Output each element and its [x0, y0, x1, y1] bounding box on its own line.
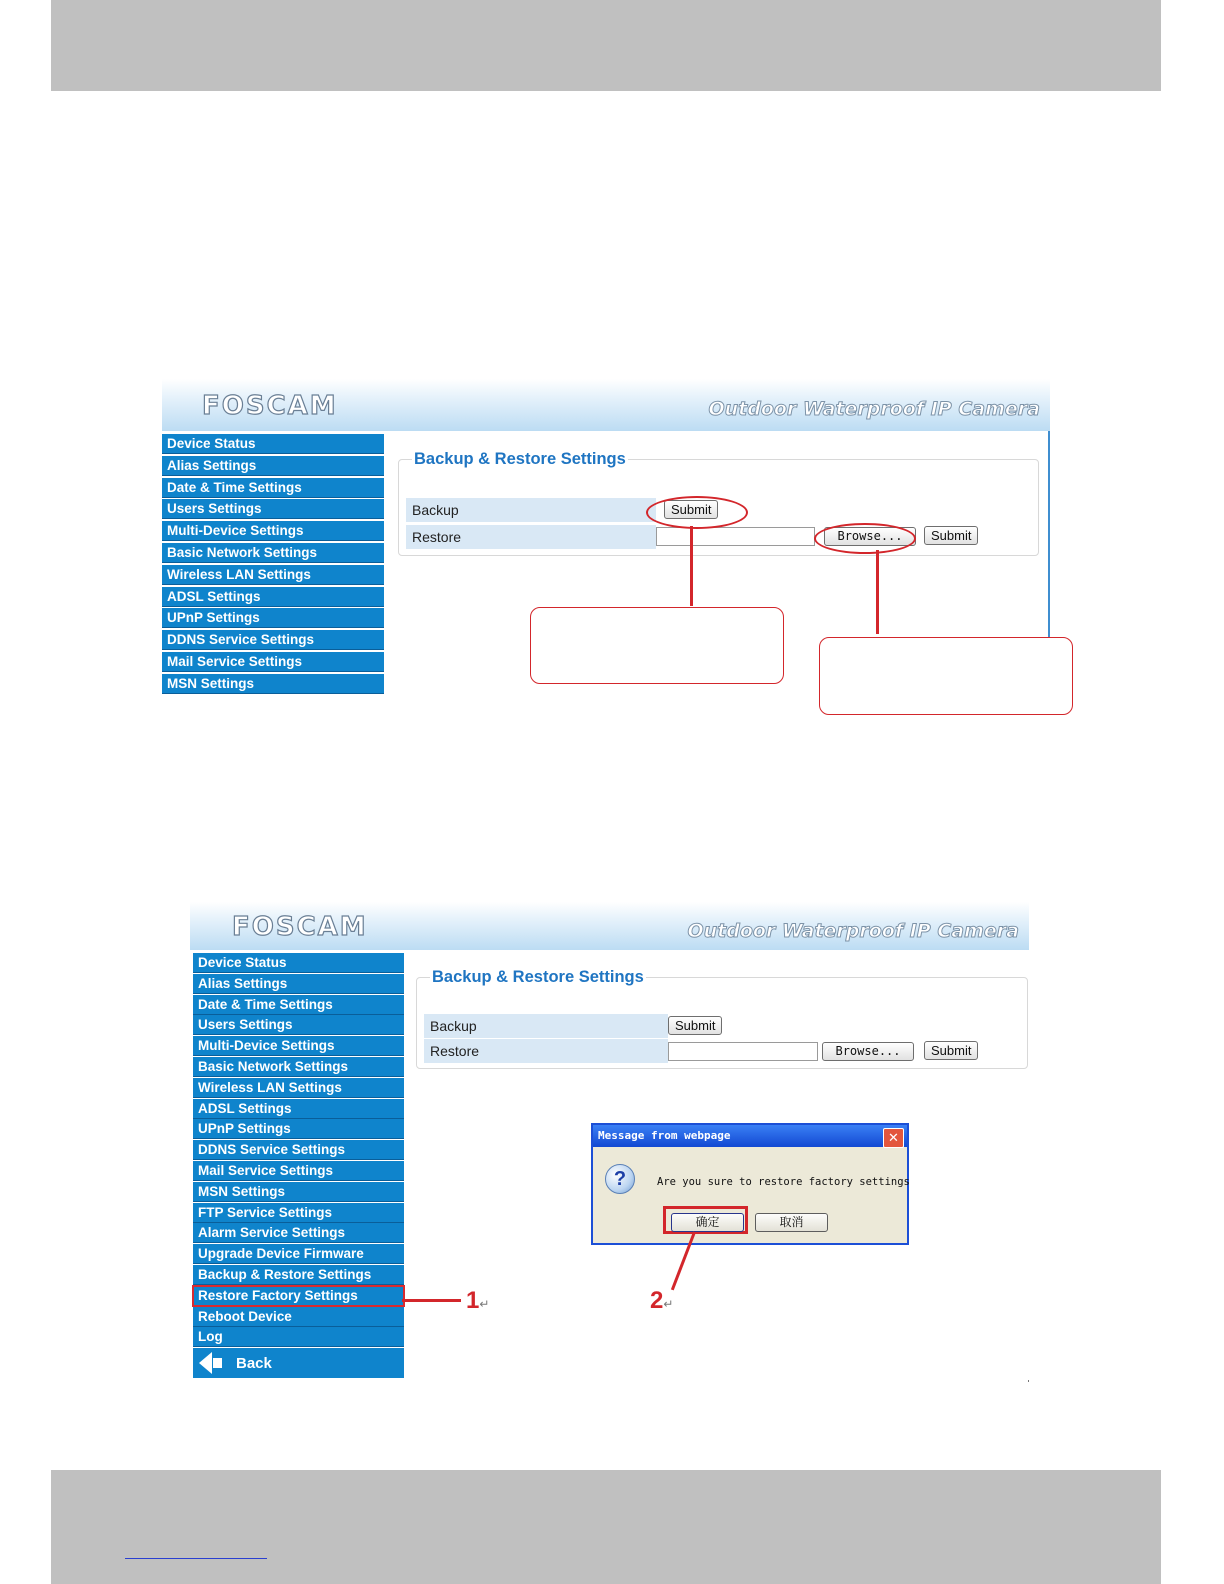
sidebar-menu — [162, 434, 384, 696]
restore-file-input[interactable] — [668, 1042, 818, 1061]
sidebar-item-upnp-settings[interactable]: UPnP Settings — [193, 1119, 404, 1139]
sidebar-item-users-settings[interactable]: Users Settings — [162, 499, 384, 519]
sidebar-item-date-time-settings[interactable]: Date & Time Settings — [193, 995, 404, 1015]
sidebar-item-multi-device-settings[interactable]: Multi-Device Settings — [162, 521, 384, 541]
restore-label: Restore — [424, 1039, 668, 1063]
sidebar-item-wireless-lan-settings[interactable]: Wireless LAN Settings — [193, 1078, 404, 1098]
backup-label: Backup — [406, 498, 656, 522]
sidebar-item-basic-network-settings[interactable]: Basic Network Settings — [162, 543, 384, 563]
restore-submit-button[interactable]: Submit — [924, 1041, 978, 1060]
sidebar-item-ddns-service-settings[interactable]: DDNS Service Settings — [193, 1140, 404, 1160]
page-header-band — [51, 0, 1161, 91]
restore-label: Restore — [406, 525, 656, 549]
banner-tagline: Outdoor Waterproof IP Camera — [708, 398, 1040, 420]
sidebar-item-alias-settings[interactable]: Alias Settings — [162, 456, 384, 476]
sidebar-item-alias-settings[interactable]: Alias Settings — [193, 974, 404, 994]
panel-title: Backup & Restore Settings — [432, 968, 644, 986]
callout-connector-backup — [690, 526, 693, 606]
pointer-line-step1 — [402, 1299, 461, 1302]
callout-connector-browse — [876, 550, 879, 634]
sidebar-item-mail-service-settings[interactable]: Mail Service Settings — [162, 652, 384, 672]
sidebar-item-restore-factory-settings[interactable]: Restore Factory Settings — [193, 1286, 404, 1306]
highlight-ellipse-browse — [814, 523, 916, 554]
browse-button[interactable]: Browse... — [822, 1042, 914, 1061]
restore-file-input[interactable] — [656, 527, 815, 546]
sidebar-item-reboot-device[interactable]: Reboot Device — [193, 1307, 404, 1327]
sidebar-item-backup-restore-settings[interactable]: Backup & Restore Settings — [193, 1265, 404, 1285]
callout-box-backup — [530, 607, 784, 684]
step-marker-1: 1↵ — [466, 1287, 490, 1314]
sidebar-item-msn-settings[interactable]: MSN Settings — [193, 1182, 404, 1202]
dialog-cancel-button[interactable]: 取消 — [755, 1213, 828, 1232]
backup-submit-button[interactable]: Submit — [668, 1016, 722, 1035]
sidebar-item-log[interactable]: Log — [193, 1327, 404, 1347]
sidebar-item-adsl-settings[interactable]: ADSL Settings — [193, 1099, 404, 1119]
brand-logo: FOSCAM — [202, 391, 338, 421]
step-marker-2: 2↵ — [650, 1287, 674, 1314]
back-button[interactable] — [193, 1348, 404, 1378]
footer-link-underline[interactable] — [125, 1558, 267, 1559]
sidebar-item-device-status[interactable]: Device Status — [162, 434, 384, 454]
back-arrow-stem — [213, 1358, 222, 1368]
browse-button[interactable]: Browse... — [824, 527, 916, 546]
sidebar-item-ddns-service-settings[interactable]: DDNS Service Settings — [162, 630, 384, 650]
sidebar-item-adsl-settings[interactable]: ADSL Settings — [162, 587, 384, 607]
back-arrow-icon — [199, 1352, 212, 1374]
sidebar-item-upgrade-device-firmware[interactable]: Upgrade Device Firmware — [193, 1244, 404, 1264]
sidebar-item-alarm-service-settings[interactable]: Alarm Service Settings — [193, 1223, 404, 1243]
restore-submit-button[interactable]: Submit — [924, 526, 978, 545]
sidebar-item-msn-settings[interactable]: MSN Settings — [162, 674, 384, 694]
callout-box-browse — [819, 637, 1073, 715]
dialog-title: Message from webpage — [593, 1125, 907, 1147]
sidebar-item-users-settings[interactable]: Users Settings — [193, 1015, 404, 1035]
sidebar-item-device-status[interactable]: Device Status — [193, 953, 404, 973]
screenshot-restore-factory — [190, 902, 1029, 1386]
backup-submit-button[interactable]: Submit — [664, 500, 718, 519]
dialog-ok-button[interactable]: 确定 — [671, 1213, 744, 1232]
panel-title: Backup & Restore Settings — [414, 450, 626, 468]
brand-logo: FOSCAM — [232, 912, 368, 942]
back-label: Back — [236, 1354, 272, 1372]
sidebar-item-wireless-lan-settings[interactable]: Wireless LAN Settings — [162, 565, 384, 585]
banner-tagline: Outdoor Waterproof IP Camera — [687, 920, 1019, 942]
dialog-message: Are you sure to restore factory settings — [657, 1176, 910, 1188]
sidebar-item-upnp-settings[interactable]: UPnP Settings — [162, 608, 384, 628]
backup-label: Backup — [424, 1014, 668, 1038]
banner — [162, 379, 1050, 431]
question-icon: ? — [605, 1164, 635, 1194]
sidebar-menu — [193, 953, 404, 1378]
sidebar-item-basic-network-settings[interactable]: Basic Network Settings — [193, 1057, 404, 1077]
dialog-close-icon[interactable]: ✕ — [883, 1128, 904, 1148]
confirm-dialog — [591, 1123, 909, 1245]
sidebar-item-mail-service-settings[interactable]: Mail Service Settings — [193, 1161, 404, 1181]
page-footer-band — [51, 1470, 1161, 1584]
stray-dot — [1028, 1380, 1029, 1382]
highlight-ellipse-backup-submit — [646, 496, 748, 529]
sidebar-item-multi-device-settings[interactable]: Multi-Device Settings — [193, 1036, 404, 1056]
sidebar-item-date-time-settings[interactable]: Date & Time Settings — [162, 478, 384, 498]
backup-restore-panel — [416, 968, 1028, 1069]
banner — [190, 902, 1029, 950]
sidebar-item-ftp-service-settings[interactable]: FTP Service Settings — [193, 1203, 404, 1223]
